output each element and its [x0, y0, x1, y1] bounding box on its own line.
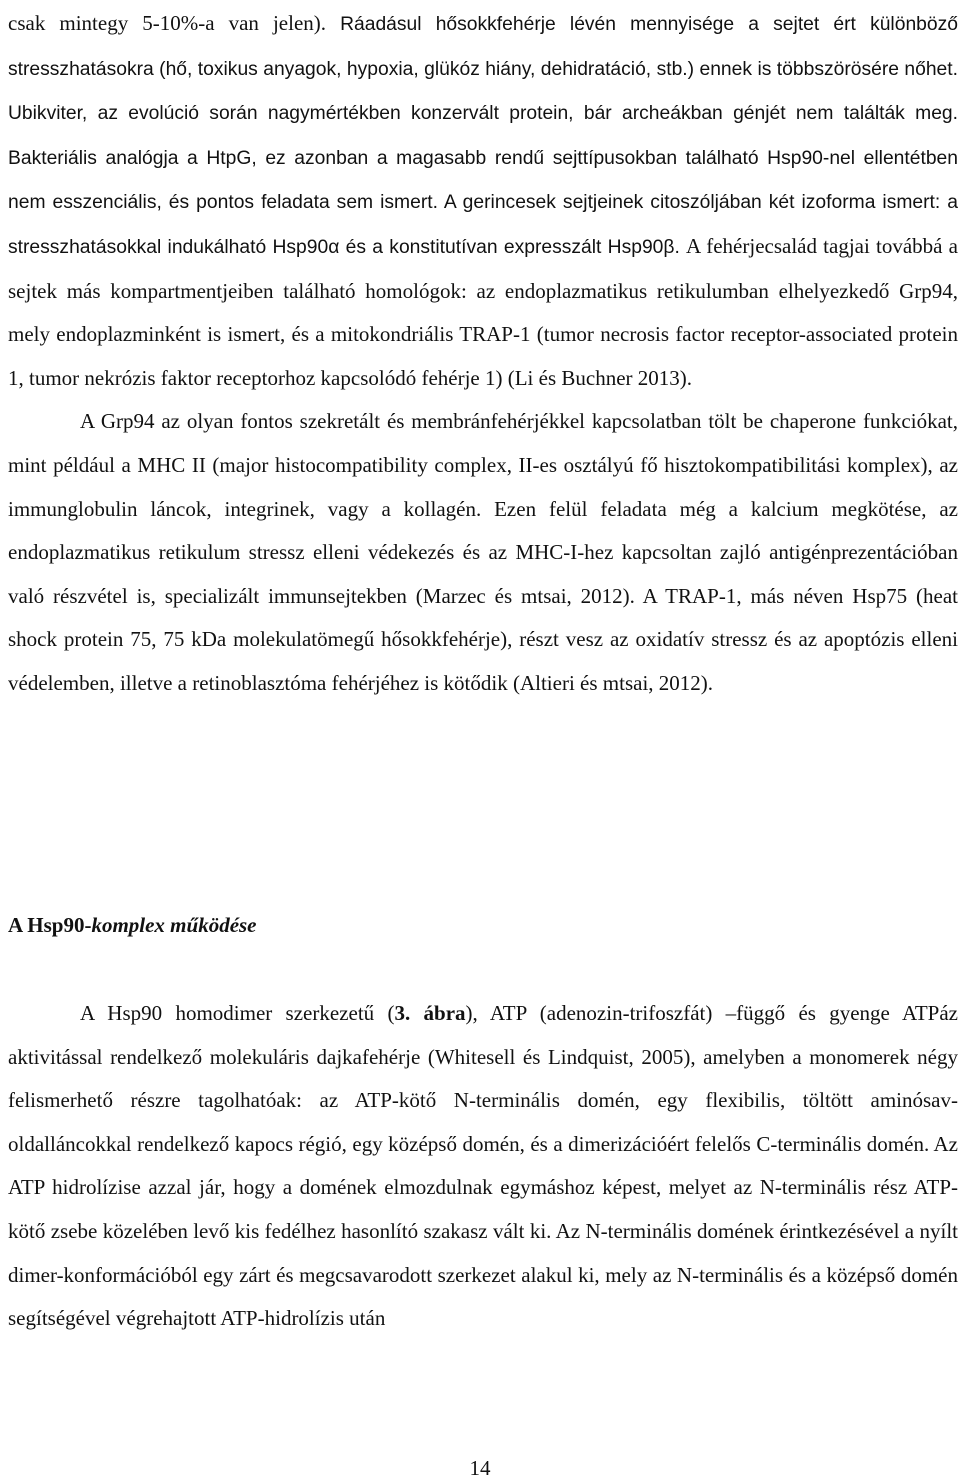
section-heading [8, 910, 257, 940]
paragraph-hsp90-isoforms [8, 2, 958, 400]
document-page [8, 2, 959, 1331]
paragraph-text: ), ATP (adenozin-trifoszfát) –függő és gyenge ATPáz aktivitással rendelkező molekuláris dajkafehérje (Whitesell és Lindquist, 2005), amelyben a monomerek négy felismerhető részre tagolhatóak: az ATP-kötő N-terminális domén, egy flexibilis, töltött aminósav-oldalláncokkal rendelkező kapocs régió, egy középső domén, és a dimerizációért felelős C-terminális domén. Az ATP hidrolízise azzal jár, hogy a domének elmozdulnak egymáshoz képest, melyet az N-terminális rész ATP-kötő zsebe közelében levő kis fedélhez hasonlító szakasz vált ki. Az N-terminális domének érintkezésével a nyílt dimer-konformációból egy zárt és megcsavarodott szerkezet alakul ki, mely az N-terminális és a középső domén segítségével végrehajtott ATP-hidrolízis után [8, 1001, 959, 1331]
figure-reference: 3. ábra [394, 1001, 466, 1025]
paragraph-text-sans: Ráadásul hősokkfehérje lévén mennyisége a sejtet ért különböző stresszhatásokra (hő, toxikus anyagok, hypoxia, glükóz hiány, dehidratáció, stb.) ennek is többszörösére nőhet. Ubikviter, az evolúció során nagymértékben konzervált protein, bár archeákban génjét nem találták meg. Bakteriális analógja a HtpG, ez azonban a magasabb rendű sejttípusokban található Hsp90-nel ellentétben nem esszenciális, és pontos feladata sem ismert. A gerincesek sejtjeinek citoszóljában két izoforma ismert: a stresszhatásokkal indukálható Hsp90α és a konstitutívan expresszált Hsp90β. [8, 14, 958, 258]
page-number: 14 [469, 1456, 491, 1480]
heading-italic-text: komplex működése [91, 913, 257, 937]
paragraph-grp94-trap1: A Grp94 az olyan fontos szekretált és membránfehérjékkel kapcsolatban tölt be chaperone funkciókat, mint például a MHC II (major histocompatibility complex, II-es osztályú fő hisztokompatibilitási komplex), az immunglobulin láncok, integrinek, vagy a kollagén. Ezen felül feladata még a kalcium megkötése, az endoplazmatikus retikulum stressz elleni védekezés és az MHC-I-hez kapcsoltan zajló antigénprezentációban való részvétel is, specializált immunsejtekben (Marzec és mtsai, 2012). A TRAP-1, más néven Hsp75 (heat shock protein 75, 75 kDa molekulatömegű hősokkfehérje), részt vesz az oxidatív stressz és az apoptózis elleni védelemben, illetve a retinoblasztóma fehérjéhez is kötődik (Altieri és mtsai, 2012). [8, 409, 958, 695]
paragraph-text: A fehérjecsalád tagjai továbbá a sejtek más kompartmentjeiben található homológok: az endoplazmatikus retikulumban elhelyezkedő Grp94, mely endoplazminként is ismert, és a mitokondriális TRAP-1 (tumor necrosis factor receptor-associated protein 1, tumor nekrózis faktor receptorhoz kapcsolódó fehérje 1) (Li és Buchner 2013). [8, 233, 958, 390]
paragraph-hsp90-structure [8, 992, 958, 1341]
heading-text: A Hsp90- [8, 913, 92, 937]
paragraph-text: csak mintegy 5-10%-a van jelen). [8, 11, 341, 35]
paragraph-text: A Hsp90 homodimer szerkezetű ( [80, 1001, 395, 1025]
